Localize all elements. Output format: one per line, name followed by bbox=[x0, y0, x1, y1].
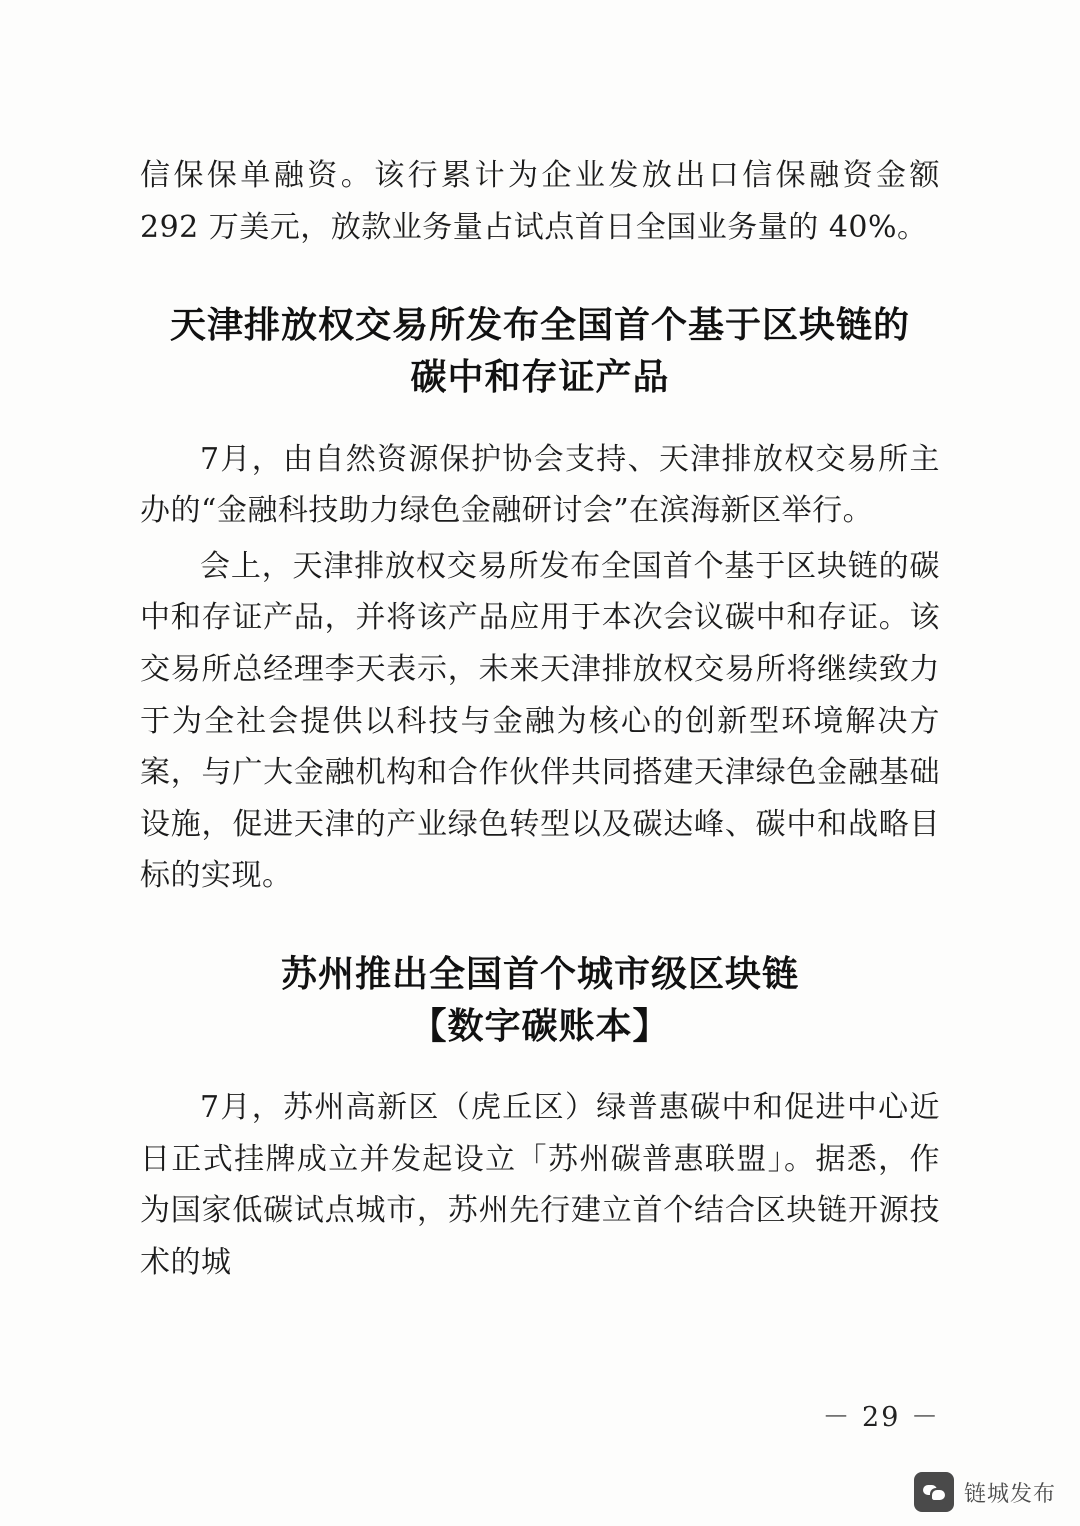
page-content bbox=[140, 150, 940, 1293]
wechat-logo-icon bbox=[914, 1472, 954, 1512]
section-heading-tianjin bbox=[140, 299, 940, 403]
heading-line: 天津排放权交易所发布全国首个基于区块链的 bbox=[169, 304, 910, 347]
paragraph-continuation: 信保保单融资。该行累计为企业发放出口信保融资金额 292 万美元，放款业务量占试点首日全国业务量的 40%。 bbox=[140, 158, 940, 245]
heading-line: 碳中和存证产品 bbox=[410, 356, 670, 399]
watermark bbox=[914, 1472, 1056, 1512]
heading-line: 苏州推出全国首个城市级区块链 bbox=[280, 952, 799, 995]
paragraph-tianjin-2: 会上，天津排放权交易所发布全国首个基于区块链的碳中和存证产品，并将该产品应用于本次会议碳中和存证。该交易所总经理李天表示，未来天津排放权交易所将继续致力于为全社会提供以科技与金融为核心的创新型环境解决方案，与广大金融机构和合作伙伴共同搭建天津绿色金融基础设施，促进天津的产业绿色转型以及碳达峰、碳中和战略目标的实现。 bbox=[140, 548, 940, 894]
watermark-label: 链城发布 bbox=[963, 1481, 1056, 1507]
page-number: － 29 － bbox=[822, 1402, 940, 1433]
heading-line: 【数字碳账本】 bbox=[410, 1005, 670, 1048]
paragraph-suzhou-1: 7月，苏州高新区（虎丘区）绿普惠碳中和促进中心近日正式挂牌成立并发起设立「苏州碳普惠联盟」。据悉，作为国家低碳试点城市，苏州先行建立首个结合区块链开源技术的城 bbox=[140, 1090, 940, 1281]
paragraph-tianjin-1: 7月，由自然资源保护协会支持、天津排放权交易所主办的“金融科技助力绿色金融研讨会”在滨海新区举行。 bbox=[140, 441, 940, 529]
section-heading-suzhou bbox=[140, 948, 940, 1052]
